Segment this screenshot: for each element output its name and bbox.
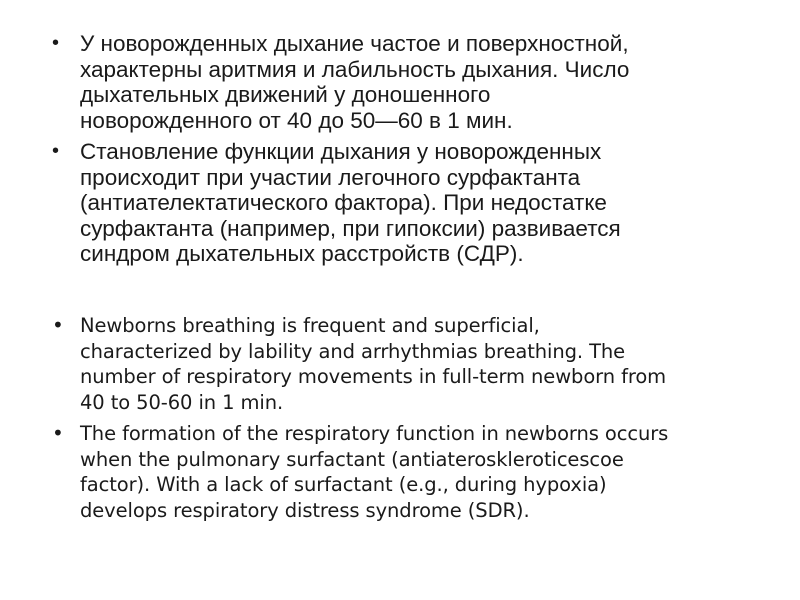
bullet-line: синдром дыхательных расстройств (СДР). — [80, 241, 524, 266]
bullet-line: when the pulmonary surfactant (antiateroskleroticescoe — [80, 447, 624, 471]
russian-bullet-list — [52, 31, 772, 273]
bullet-glyph: • — [52, 32, 60, 54]
english-bullet-list — [52, 313, 772, 529]
bullet-line: number of respiratory movements in full-term newborn from — [80, 365, 667, 388]
bullet-line: factor). With a lack of surfactant (e.g., during hypoxia) — [80, 473, 607, 496]
bullet-item-en-1 — [52, 313, 772, 415]
bullet-glyph: • — [52, 313, 64, 337]
bullet-glyph: • — [52, 421, 64, 445]
bullet-line: сурфактанта (например, при гипоксии) развивается — [80, 215, 621, 241]
bullet-line: происходит при участии легочного сурфактанта — [80, 164, 581, 190]
bullet-line: характерны аритмия и лабильность дыхания. Число — [80, 56, 630, 82]
bullet-line: The formation of the respiratory function in newborns occurs — [80, 422, 669, 445]
bullet-glyph: • — [52, 140, 60, 162]
bullet-line: У новорожденных дыхание частое и поверхностной, — [80, 31, 629, 56]
bullet-line: develops respiratory distress syndrome (SDR). — [80, 498, 530, 522]
bullet-line: 40 to 50-60 in 1 min. — [80, 390, 284, 414]
bullet-item-ru-2 — [52, 139, 772, 267]
bullet-line: Newborns breathing is frequent and superficial, — [80, 314, 540, 337]
bullet-line: дыхательных движений у доношенного — [80, 82, 491, 107]
bullet-line: новорожденного от 40 до 50—60 в 1 мин. — [80, 107, 513, 133]
bullet-line: Становление функции дыхания у новорожденных — [80, 139, 602, 164]
bullet-line: (антиателектатического фактора). При недостатке — [80, 190, 607, 215]
bullet-line: characterized by lability and arrhythmias breathing. The — [80, 339, 626, 363]
bullet-item-ru-1 — [52, 31, 772, 133]
bullet-item-en-2 — [52, 421, 772, 523]
